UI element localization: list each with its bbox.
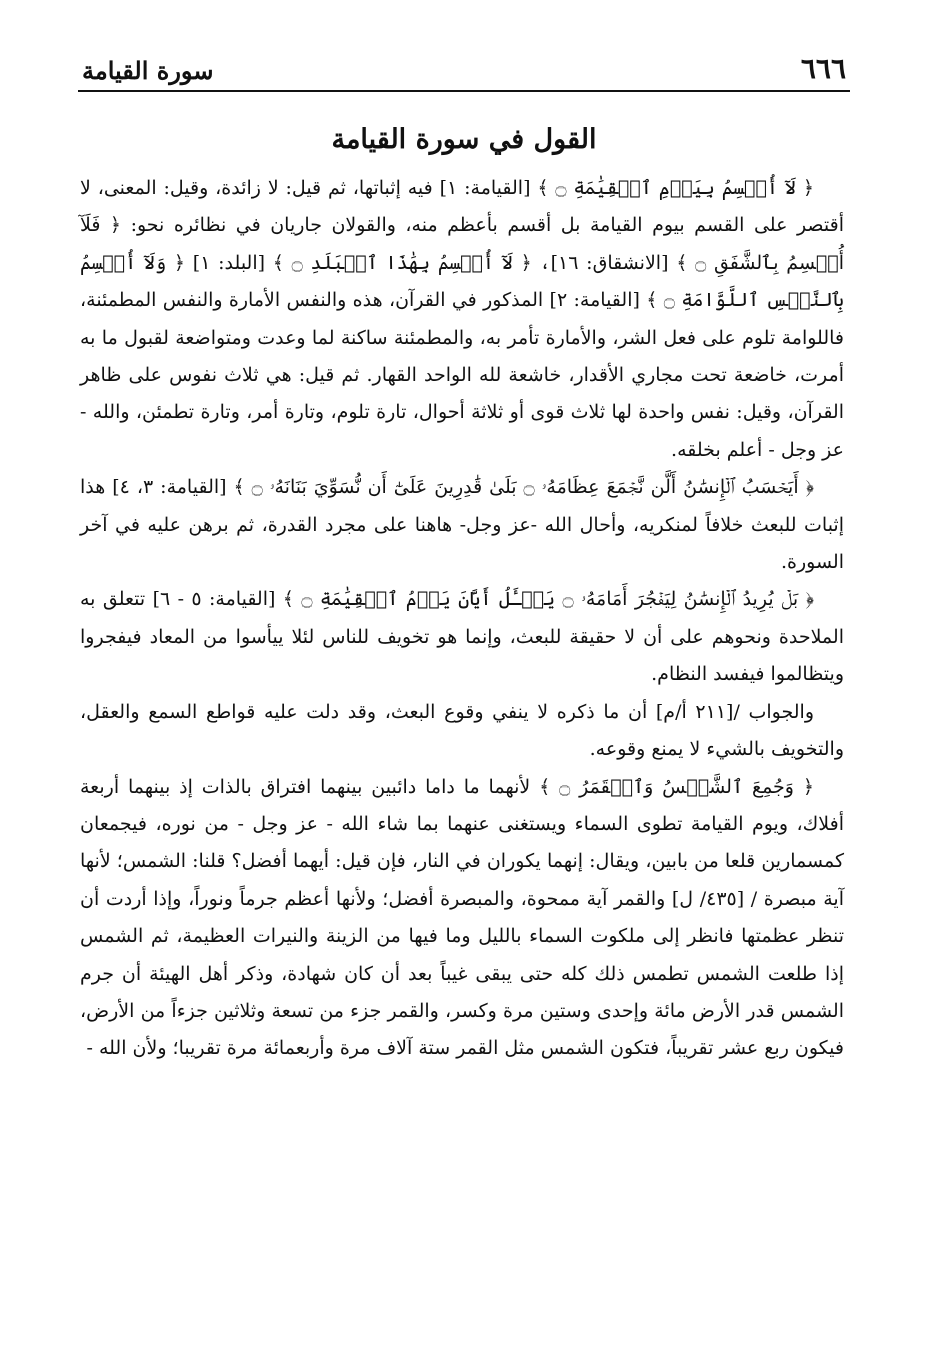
paragraph: ﴿ لَآ أُقۡسِمُ بِيَوۡمِ ٱلۡقِيَٰمَةِ ۝ ﴾ [القيامة: ١] فيه إثباتها، ثم قيل: لا زائدة، وقيل: المعنى، لا أقتصر على القسم بيوم القيامة بل أقسم بأعظم منه، والقولان جاريان في نظائره نحو: ﴿ فَلَآ أُقۡسِمُ بِٱلشَّفَقِ ۝ ﴾ [الانشقاق: ١٦]، ﴿ لَآ أُقۡسِمُ بِهَٰذَا ٱلۡبَلَدِ ۝ ﴾ [البلد: ١] ﴿ وَلَآ أُقۡسِمُ بِٱلنَّفۡسِ ٱللَّوَّامَةِ ۝ ﴾ [القيامة: ٢] المذكور في القرآن، هذه والنفس الأمارة والنفس المطمئنة، فاللوامة تلوم على فعل الشر، والأمارة تأمر به، والمطمئنة ساكنة لما وعدت ومتواضعة لقبول ما به أمرت، خاضعة تحت مجاري الأقدار، خاشعة لله الواحد القهار. ثم قيل: هي ثلاث نفوس على ظاهر القرآن، وقيل: نفس واحدة لها ثلاث قوى أو ثلاثة أحوال، تارة تلوم، وتارة أمر، وتارة تطمئن، والله - عز وجل - أعلم بخلقه.: [80, 177, 844, 461]
page-number: ٦٦٦: [800, 52, 846, 85]
section-title: القول في سورة القيامة: [331, 124, 597, 155]
page-header: [78, 50, 850, 92]
paragraph: ﴿ أَيَحۡسَبُ ٱلۡإِنسَٰنُ أَلَّن نَّجۡمَعَ عِظَامَهُۥ ۝ بَلَىٰ قَٰدِرِينَ عَلَىٰٓ أَن نُّسَوِّيَ بَنَانَهُۥ ۝ ﴾ [القيامة: ٣، ٤] هذا إثبات للبعث خلافاً لمنكريه، وأحال الله -عز وجل- هاهنا على مجرد القدرة، ثم برهن عليه في آخر السورة.: [80, 476, 844, 574]
running-title: سورة القيامة: [82, 56, 214, 85]
paragraph: ﴿ وَجُمِعَ ٱلشَّمۡسُ وَٱلۡقَمَرُ ۝ ﴾ لأنهما ما داما دائبين بينهما افتراق بالذات إذ بينهما أربعة أفلاك، ويوم القيامة تطوى السماء ويستغنى عنهما بما شاء الله - عز وجل - من نوره، فيجمعان كمسمارين قلعا من بابين، ويقال: إنهما يكوران في النار، فإن قيل: أيهما أفضل؟ قلنا: الشمس؛ لأنها آية مبصرة / [٤٣٥/ ل] والقمر آية ممحوة، والمبصرة أفضل؛ ولأنها أعظم جرماً ونوراً، وإذا أردت أن تنظر عظمتها فانظر إلى ملكوت السماء بالليل وما فيها من الزينة والنيرات العظيمة، ثم الشمس إذا طلعت الشمس تطمس ذلك كله حتى يبقى غيباً بعد أن كان شهادة، وذكر أهل الهيئة أن جرم الشمس قدر الأرض مائة وإحدى وستين مرة وكسر، والقمر جزء من تسعة وثلاثين جزءاً من الأرض، فيكون ربع عشر تقريباً، فتكون الشمس مثل القمر ستة آلاف مرة وأربعمائة مرة تقريبا؛ ولأن الله -: [80, 775, 844, 1060]
paragraph: ﴿ بَلۡ يُرِيدُ ٱلۡإِنسَٰنُ لِيَفۡجُرَ أَمَامَهُۥ ۝ يَسۡـَٔلُ أَيَّانَ يَوۡمُ ٱلۡقِيَٰمَةِ ۝ ﴾ [القيامة: ٥ - ٦] تتعلق به الملاحدة ونحوهم على أن لا حقيقة للبعث، وإنما هو تخويف للناس لئلا ييأسوا من المعاد فيفجروا ويتظالموا فيفسد النظام.: [80, 588, 844, 686]
paragraph: والجواب /[٢١١ أ/م] أن ما ذكره لا ينفي وقوع البعث، وقد دلت عليه قواطع السمع والعقل، والتخويف بالشيء لا يمنع وقوعه.: [80, 700, 844, 761]
body-text: [80, 170, 844, 1068]
